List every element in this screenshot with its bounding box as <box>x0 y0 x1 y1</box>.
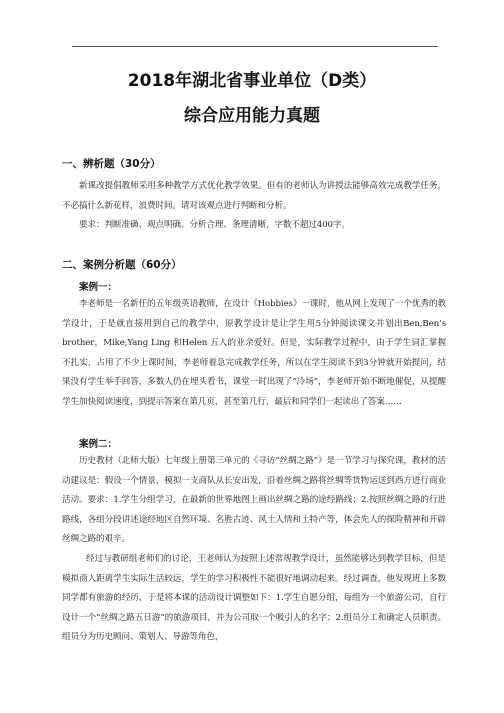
page-subtitle: 综合应用能力真题 <box>184 106 320 126</box>
case-1-label: 案例一： <box>79 282 118 293</box>
section-1-heading: 一、辨析题（30分） <box>62 158 161 170</box>
case-2-label: 案例二： <box>79 439 118 450</box>
case-2-text: 历史教材（北师大版）七年级上册第三单元的《寻访“丝绸之路”》是一节学习与探究课，教材的活动建议是：假设一个情景，模拟一支商队从长安出发，沿着丝绸之路将丝绸等货物运送到西方进行商业活动。要求：1.学生分组学习，在最新的世界地图上画出丝绸之路的途经路线；2.按照丝绸之路的行进路线，各组分段讲述途经地区自然环境、名胜古迹、风土人情和土特产等，体会先人的探险精神和开辟丝绸之路的艰辛。 <box>62 456 446 544</box>
section-1-requirements: 要求：判断准确、观点明确、分析合理、条理清晰，字数不超过400字。 <box>79 220 350 230</box>
header-rule <box>72 46 438 47</box>
section-1-paragraph: 新课改提倡教师采用多种教学方式优化教学效果。但有的老师认为讲授法能够高效完成教学任务，不必搞什么新花样，浪费时间。请对该观点进行判断和分析。 <box>62 181 446 211</box>
case-2-text-continued: 经过与教研组老师们的讨论，王老师认为按照上述常规教学设计，虽然能够达到教学目标，但是模拟商人距离学生实际生活较远，学生的学习积极性不能很好地调动起来。经过调查，他发现班上多数同学都有旅游的经历，于是将本课的活动设计调整如下：1.学生自愿分组，每组为一个旅游公司，自行设计一个“丝绸之路五日游”的旅游项目，并为公司取一个吸引人的名字；2.组员分工和确定人员职责。组员分为历史顾问、策划人、导游等角色， <box>62 554 446 642</box>
case-1-text: 李老师是一名新任的五年级英语教师，在设计《Hobbies》一课时，他从网上发现了一个优秀的教学设计，于是就直接用到自己的教学中，原教学设计是让学生用5分钟阅读课文并划出Ben,Ben’s brother，Mike,Yang Ling 和Helen 五人的业余爱好。但是，实际教学过程中，由于学生词汇掌握不扎实，占用了不少上课时间，李老师着急完成教学任务，所以在学生阅读不到3分钟就开始提问，结果没有学生举手回答，多数人仍在埋头看书，课堂一时出现了“冷场”，李老师开始不断地催促，从提醒学生加快阅读速度，到提示答案在第几页，甚至第几行，最后和同学们一起读出了答案…… <box>62 299 446 407</box>
page-title: 2018年湖北省事业单位（D类） <box>127 71 377 91</box>
section-2-heading: 二、案例分析题（60分） <box>62 259 182 271</box>
